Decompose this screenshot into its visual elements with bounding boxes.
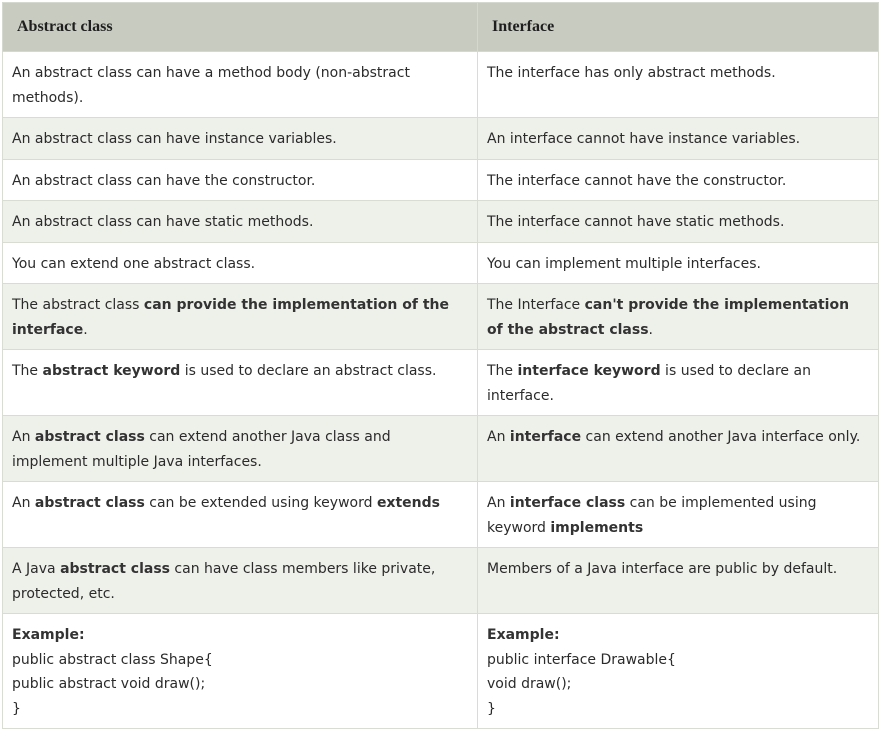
table-row (3, 159, 879, 201)
cell-text: An abstract class can have instance variables. (12, 131, 337, 147)
header-interface: Interface (478, 3, 879, 52)
interface-cell (478, 118, 879, 160)
emphasis-text: abstract class (34, 495, 145, 511)
cell-text: can be implemented using keyword (487, 495, 817, 536)
table-row (3, 242, 879, 284)
cell-text: An (12, 495, 35, 511)
interface-cell (478, 242, 879, 284)
cell-text: The (487, 363, 518, 379)
example-label: Example: (12, 627, 85, 643)
abstract-class-cell (3, 159, 478, 201)
cell-text: is used to declare an abstract class. (180, 363, 437, 379)
cell-text: An abstract class can have static methods. (12, 214, 314, 230)
interface-cell (478, 548, 879, 614)
abstract-class-cell (3, 284, 478, 350)
table-row (3, 548, 879, 614)
interface-example-cell (478, 614, 879, 729)
table-row (3, 52, 879, 118)
table-row (3, 284, 879, 350)
example-row (3, 614, 879, 729)
cell-text: can have class members like private, protected, etc. (12, 561, 436, 602)
cell-text: is used to declare an interface. (487, 363, 811, 404)
cell-text: . (83, 321, 88, 338)
emphasis-text: extends (376, 495, 440, 511)
cell-text: A Java (12, 561, 61, 577)
emphasis-text: abstract keyword (42, 363, 181, 379)
cell-text: An (487, 495, 510, 511)
cell-text: An abstract class can have the constructor. (12, 172, 316, 189)
cell-text: can be extended using keyword (144, 495, 377, 511)
emphasis-text: interface class (509, 495, 626, 511)
example-label: Example: (487, 627, 560, 643)
emphasis-text: interface keyword (517, 363, 661, 379)
abstract-class-cell (3, 52, 478, 118)
cell-text: You can extend one abstract class. (12, 255, 256, 272)
interface-cell (478, 416, 879, 482)
emphasis-text: can provide the implementation of the interface (12, 297, 449, 338)
cell-text: . (648, 321, 653, 338)
cell-text: An abstract class can have a method body (non-abstract methods). (12, 65, 410, 106)
abstract-class-cell (3, 242, 478, 284)
cell-text: An (487, 429, 510, 445)
abstract-class-example-cell (3, 614, 478, 729)
table-row (3, 482, 879, 548)
cell-text: You can implement multiple interfaces. (487, 255, 761, 272)
interface-cell (478, 284, 879, 350)
cell-text: The abstract class (12, 297, 144, 313)
interface-cell (478, 201, 879, 243)
abstract-class-cell (3, 482, 478, 548)
code-line: } (487, 700, 496, 717)
table-row (3, 118, 879, 160)
abstract-class-cell (3, 118, 478, 160)
cell-text: An (12, 429, 35, 445)
emphasis-text: abstract class (34, 429, 145, 445)
cell-text: can extend another Java class and implement multiple Java interfaces. (12, 429, 391, 470)
abstract-class-cell (3, 201, 478, 243)
interface-cell (478, 159, 879, 201)
cell-text: The (12, 363, 43, 379)
header-abstract-class: Abstract class (3, 3, 478, 52)
cell-text: The Interface (487, 297, 585, 313)
comparison-table (2, 2, 879, 729)
code-line: public abstract class Shape{ (12, 651, 213, 668)
abstract-class-cell (3, 416, 478, 482)
table-row (3, 416, 879, 482)
code-line: void draw(); (487, 676, 572, 692)
emphasis-text: abstract class (60, 561, 170, 577)
code-line: public interface Drawable{ (487, 651, 676, 668)
code-line: } (12, 700, 21, 717)
table-body (3, 52, 879, 729)
cell-text: The interface cannot have static methods. (487, 214, 785, 230)
cell-text: The interface has only abstract methods. (487, 65, 776, 81)
interface-cell (478, 52, 879, 118)
emphasis-text: interface (509, 429, 582, 445)
abstract-class-cell (3, 350, 478, 416)
interface-cell (478, 350, 879, 416)
emphasis-text: can't provide the implementation of the abstract class (487, 297, 850, 338)
cell-text: can extend another Java interface only. (581, 429, 861, 445)
abstract-class-cell (3, 548, 478, 614)
emphasis-text: implements (550, 519, 644, 536)
table-row (3, 350, 879, 416)
cell-text: An interface cannot have instance variables. (487, 131, 801, 147)
table-row (3, 201, 879, 243)
code-line: public abstract void draw(); (12, 676, 206, 692)
cell-text: Members of a Java interface are public by default. (487, 561, 838, 577)
cell-text: The interface cannot have the constructor. (487, 172, 787, 189)
header-row (3, 3, 879, 52)
interface-cell (478, 482, 879, 548)
